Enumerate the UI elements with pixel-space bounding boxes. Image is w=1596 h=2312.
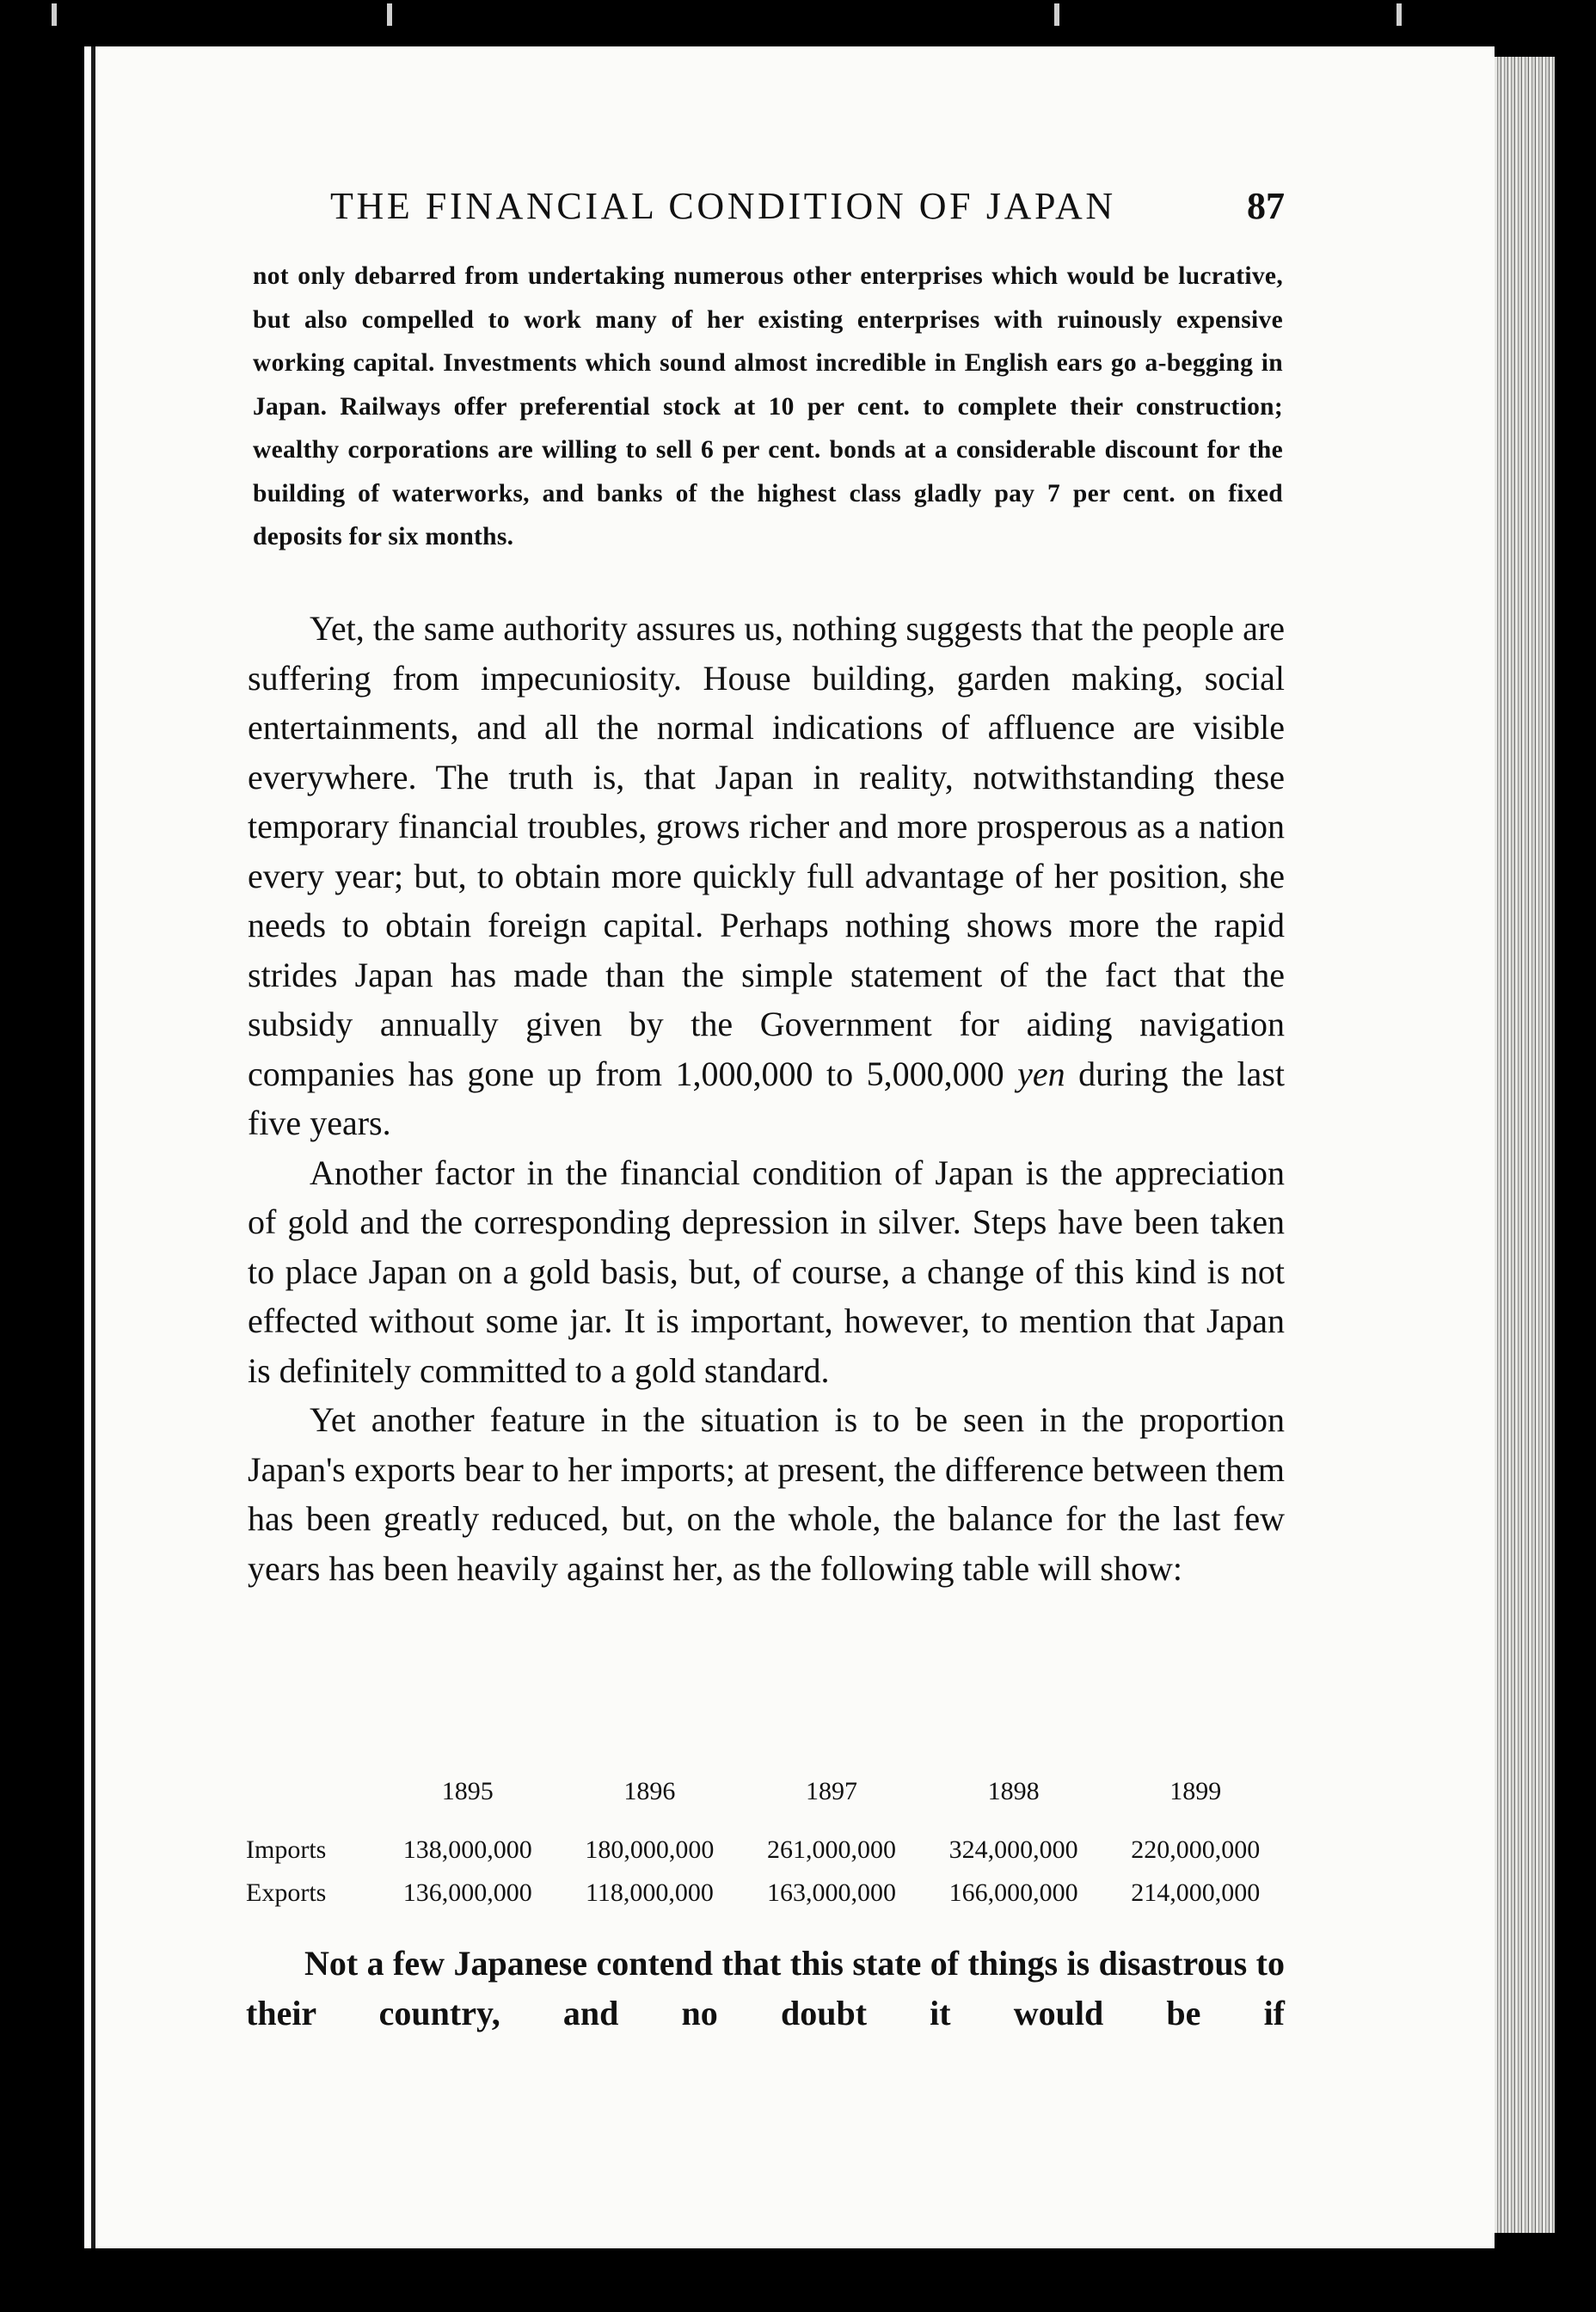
running-head (330, 184, 1285, 236)
year-header: 1897 (805, 1777, 857, 1805)
table-cell: 214,000,000 (1131, 1879, 1261, 1907)
page-number: 87 (1247, 185, 1285, 227)
scan-top-edge (0, 0, 1596, 46)
table-cell: 180,000,000 (585, 1835, 715, 1864)
table-cell: 136,000,000 (402, 1879, 532, 1907)
year-header: 1899 (1169, 1777, 1222, 1805)
binding-mark (1396, 3, 1402, 26)
year-header: 1898 (987, 1777, 1040, 1805)
body-text (248, 604, 1285, 1593)
paragraph-exports-imports: Yet another feature in the situation is to be seen in the proportion Japan's exports bear to her imports; at present, the difference between them has been greatly reduced, but, on the whole, the balance for the last few years has been heavily against her, as the following table will show: (248, 1400, 1285, 1588)
quoted-passage: not only debarred from undertaking numerous other enterprises which would be lucrative, but also compelled to work many of her existing enterprises with ruinously expensive working capital. Investments which sound almost incredible in English ears go a-begging in Japan. Railways offer preferential stock at 10 per cent. to complete their construction; wealthy corporations are willing to sell 6 per cent. bonds at a considerable discount for the building of waterworks, and banks of the highest class gladly pay 7 per cent. on fixed deposits for six months. (253, 262, 1283, 550)
row-label: Imports (246, 1835, 327, 1864)
year-header: 1895 (441, 1777, 494, 1805)
trade-table (246, 1777, 1286, 1915)
binding-mark (1054, 3, 1059, 26)
binding-mark (387, 3, 392, 26)
table-cell: 324,000,000 (948, 1835, 1078, 1864)
paragraph-closing: Not a few Japanese contend that this state of things is disastrous to their country, and no doubt it would be if (246, 1944, 1285, 2032)
paragraph-gold-standard: Another factor in the financial condition of Japan is the appreciation of gold and the corresponding depression in silver. Steps have been taken to place Japan on a gold basis, but, of course, a change of this kind is not effected without some jar. It is important, however, to mention that Japan is definitely committed to a gold standard. (248, 1153, 1285, 1390)
row-label: Exports (246, 1879, 327, 1907)
closing-text (246, 1939, 1285, 2038)
page-stack-edges (1495, 57, 1555, 2233)
binding-mark (52, 3, 57, 26)
table-row-exports (246, 1872, 1286, 1915)
table-cell: 261,000,000 (766, 1835, 896, 1864)
table-corner-cell (246, 1777, 377, 1829)
table-cell: 118,000,000 (585, 1879, 714, 1907)
paragraph-subsidy (248, 604, 1285, 1148)
table-cell: 138,000,000 (402, 1835, 532, 1864)
table-cell: 166,000,000 (948, 1879, 1078, 1907)
table-cell: 163,000,000 (766, 1879, 896, 1907)
paragraph-subsidy-end: during the last five years. (248, 1054, 1285, 1142)
paragraph-subsidy-text: Yet, the same authority assures us, nothing suggests that the people are suffering from impecuniosity. House building, garden making, social entertainments, and all the normal indications of affluence are visible everywhere. The truth is, that Japan in reality, notwithstanding these temporary financial troubles, grows richer and more prosperous as a nation every year; but, to obtain more quickly full advantage of her position, she needs to obtain foreign capital. Perhaps nothing shows more the rapid strides Japan has made than the simple statement of the fact that the subsidy annually given by the Government for aiding navigation companies has gone up from 1,000,000 to 5,000,000 (248, 609, 1285, 1093)
table-row-imports (246, 1829, 1286, 1872)
running-head-title: THE FINANCIAL CONDITION OF JAPAN (330, 185, 1116, 227)
table-header-row (246, 1777, 1286, 1829)
yen-italic: yen (1017, 1054, 1065, 1093)
page-gutter-line (91, 46, 95, 2248)
year-header: 1896 (623, 1777, 676, 1805)
table-cell: 220,000,000 (1131, 1835, 1261, 1864)
